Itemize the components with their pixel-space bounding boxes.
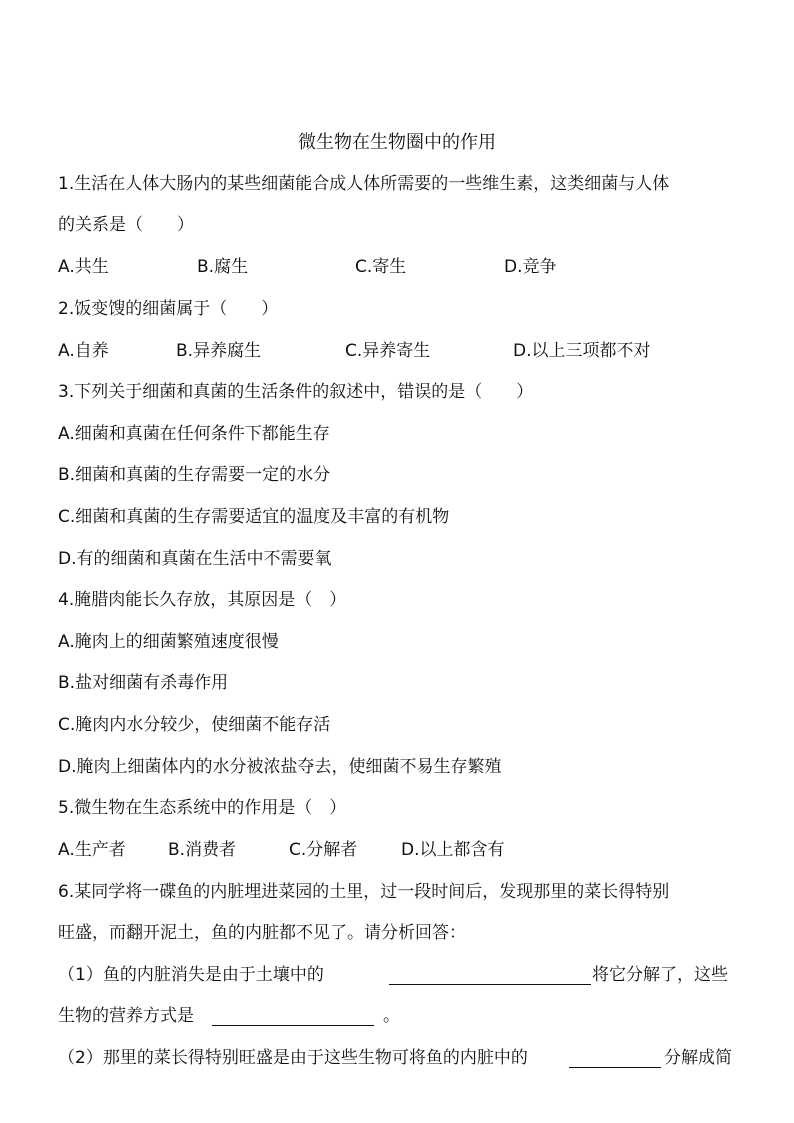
question-6-sub-1-suffix: 将它分解了，这些 xyxy=(592,965,728,985)
question-1-line-1: 1.生活在人体大肠内的某些细菌能合成人体所需要的一些维生素，这类细菌与人体 xyxy=(58,174,670,194)
question-5-option-b: B.消费者 xyxy=(168,840,237,860)
question-4-option-c: C.腌肉内水分较少，使细菌不能存活 xyxy=(58,715,331,735)
question-1-option-d: D.竞争 xyxy=(504,257,557,277)
question-1-line-2: 的关系是（ ） xyxy=(58,215,194,235)
question-3-option-b: B.细菌和真菌的生存需要一定的水分 xyxy=(58,465,331,485)
question-6-sub-2-suffix: 分解成简 xyxy=(664,1048,732,1068)
answer-blank-1[interactable] xyxy=(389,966,591,985)
answer-blank-2[interactable] xyxy=(212,1007,374,1026)
question-3-option-c: C.细菌和真菌的生存需要适宜的温度及丰富的有机物 xyxy=(58,507,450,527)
question-4-option-d: D.腌肉上细菌体内的水分被浓盐夺去，使细菌不易生存繁殖 xyxy=(58,757,502,777)
question-2-option-b: B.异养腐生 xyxy=(176,341,262,361)
question-6-line-2: 旺盛，而翻开泥土，鱼的内脏都不见了。请分析回答： xyxy=(58,923,466,943)
question-1-option-c: C.寄生 xyxy=(355,257,407,277)
question-6-sub-2-prefix: （2）那里的菜长得特别旺盛是由于这些生物可将鱼的内脏中的 xyxy=(58,1048,528,1068)
question-6-sub-1-prefix-2: 生物的营养方式是 xyxy=(58,1006,194,1026)
question-3-option-d: D.有的细菌和真菌在生活中不需要氧 xyxy=(58,549,332,569)
question-4-option-a: A.腌肉上的细菌繁殖速度很慢 xyxy=(58,632,279,652)
question-2-stem: 2.饭变馊的细菌属于（ ） xyxy=(58,299,279,319)
question-3-option-a: A.细菌和真菌在任何条件下都能生存 xyxy=(58,424,330,444)
question-2-option-a: A.自养 xyxy=(58,341,109,361)
question-1-option-a: A.共生 xyxy=(58,257,109,277)
question-4-stem: 4.腌腊肉能长久存放，其原因是（ ） xyxy=(58,590,347,610)
question-2-option-d: D.以上三项都不对 xyxy=(513,341,651,361)
answer-blank-3[interactable] xyxy=(569,1049,661,1068)
question-5-option-d: D.以上都含有 xyxy=(401,840,505,860)
page-title: 微生物在生物圈中的作用 xyxy=(298,132,496,153)
question-3-stem: 3.下列关于细菌和真菌的生活条件的叙述中，错误的是（ ） xyxy=(58,382,534,402)
question-1-option-b: B.腐生 xyxy=(197,257,249,277)
question-2-option-c: C.异养寄生 xyxy=(345,341,431,361)
question-5-option-c: C.分解者 xyxy=(289,840,358,860)
question-5-stem: 5.微生物在生态系统中的作用是（ ） xyxy=(58,798,347,818)
question-4-option-b: B.盐对细菌有杀毒作用 xyxy=(58,673,229,693)
question-6-sub-1-prefix: （1）鱼的内脏消失是由于土壤中的 xyxy=(58,965,324,985)
question-6-sub-1-period: 。 xyxy=(383,1006,400,1026)
question-5-option-a: A.生产者 xyxy=(58,840,126,860)
question-6-line-1: 6.某同学将一碟鱼的内脏埋进菜园的土里，过一段时间后，发现那里的菜长得特别 xyxy=(58,882,670,902)
